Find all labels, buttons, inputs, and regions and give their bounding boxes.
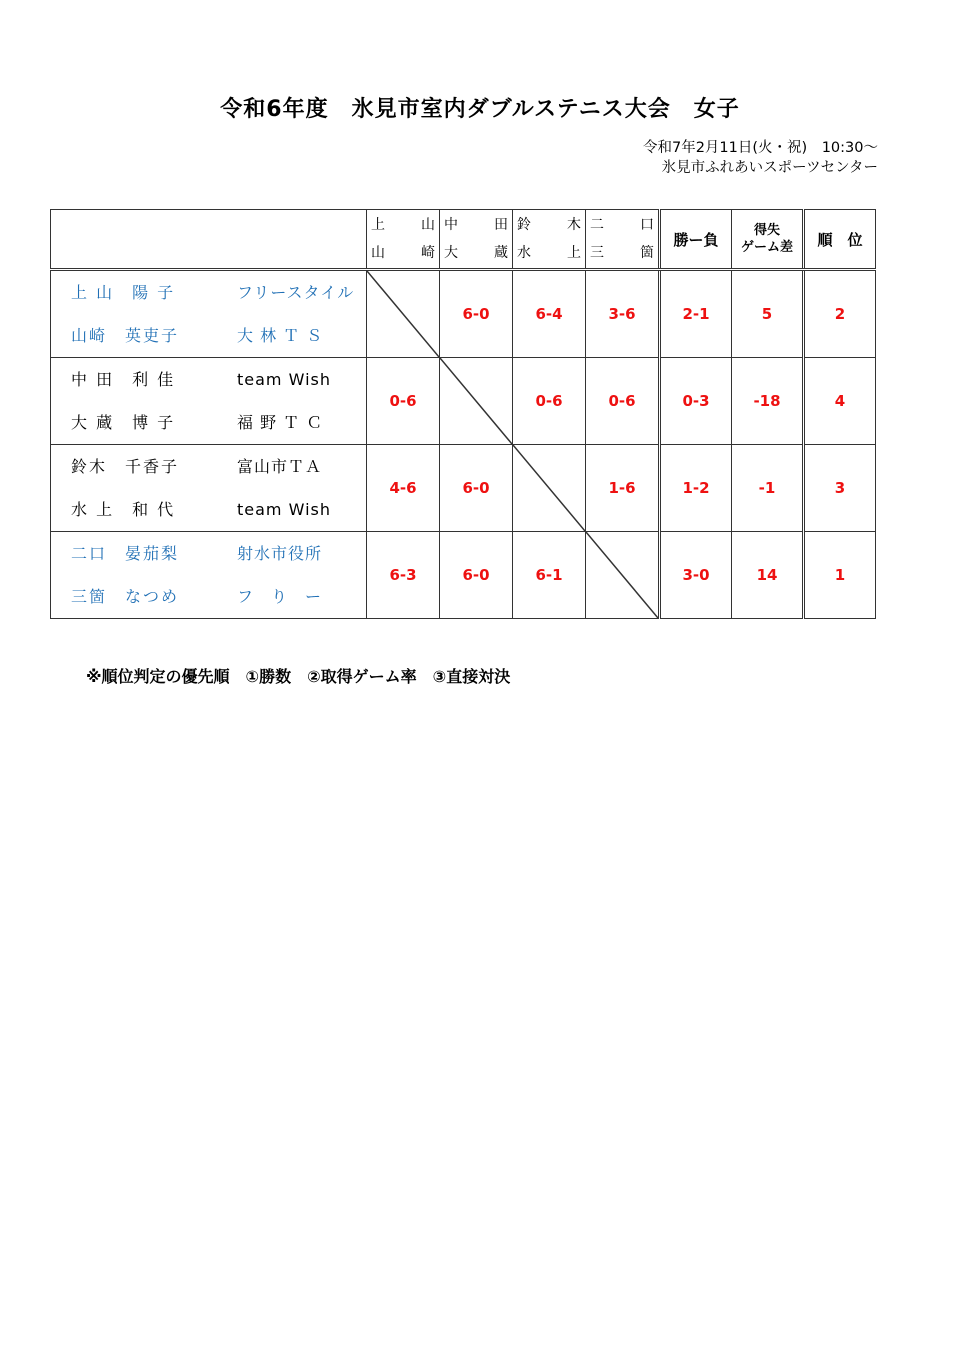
rank-value: 3 [804, 445, 876, 532]
player-name: 山崎 英吏子 [71, 326, 180, 345]
header-text: 木 [567, 217, 581, 233]
header-text: 山 [371, 245, 385, 261]
player-name: 三箇 なつめ [71, 587, 180, 606]
diagonal-line [586, 532, 658, 618]
header-opponent-2 [440, 210, 513, 270]
club-name: team Wish [237, 370, 331, 389]
club-name: 福 野 Ｔ Ｃ [237, 413, 324, 432]
header-row [51, 210, 876, 270]
win-loss-value: 1-2 [660, 445, 732, 532]
header-text: 鈴 [517, 217, 531, 233]
team-cell [51, 270, 367, 358]
match-score: 0-6 [367, 358, 440, 445]
match-score: 6-3 [367, 532, 440, 619]
player-name: 上 山 陽 子 [71, 283, 176, 302]
win-loss-value: 2-1 [660, 270, 732, 358]
game-diff-value: 5 [732, 270, 804, 358]
club-name: 射水市役所 [237, 544, 323, 563]
diagonal-line [367, 271, 439, 357]
player-name: 中 田 利 佳 [71, 370, 176, 389]
player-name: 大 蔵 博 子 [71, 413, 176, 432]
match-score: 6-0 [440, 445, 513, 532]
header-opponent-3 [513, 210, 586, 270]
team-row [51, 358, 876, 445]
club-name: フ り ー [237, 587, 323, 606]
team-row [51, 270, 876, 358]
team-row [51, 445, 876, 532]
win-loss-value: 3-0 [660, 532, 732, 619]
header-text: 上 [371, 217, 385, 233]
header-text: 山 [421, 217, 435, 233]
round-robin-table [50, 209, 876, 619]
header-game-diff-bottom: ゲーム差 [740, 240, 793, 255]
header-game-diff [732, 210, 804, 270]
diagonal-line [440, 358, 512, 444]
match-score: 0-6 [586, 358, 660, 445]
player-name: 鈴木 千香子 [71, 457, 180, 476]
header-text: 二 [590, 217, 604, 233]
club-name: 大 林 Ｔ Ｓ [237, 326, 324, 345]
team-cell [51, 532, 367, 619]
header-opponent-1 [367, 210, 440, 270]
player-name: 二口 晏茄梨 [71, 544, 180, 563]
match-score: 4-6 [367, 445, 440, 532]
header-text: 三 [590, 245, 604, 261]
header-game-diff-top: 得失 [753, 223, 780, 238]
ranking-note: ※順位判定の優先順 ①勝数 ②取得ゲーム率 ③直接対決 [86, 667, 511, 686]
header-text: 大 [444, 245, 458, 261]
event-meta [643, 138, 878, 178]
match-score: 6-1 [513, 532, 586, 619]
header-text: 上 [567, 245, 581, 261]
self-match-cell [513, 445, 586, 532]
game-diff-value: -18 [732, 358, 804, 445]
header-text: 崎 [421, 245, 435, 261]
header-rank: 順 位 [804, 210, 876, 270]
rank-value: 1 [804, 532, 876, 619]
rank-value: 2 [804, 270, 876, 358]
header-text: 箇 [640, 245, 654, 261]
team-row [51, 532, 876, 619]
match-score: 1-6 [586, 445, 660, 532]
diagonal-line [513, 445, 585, 531]
team-cell [51, 358, 367, 445]
self-match-cell [586, 532, 660, 619]
game-diff-value: 14 [732, 532, 804, 619]
event-venue: 氷見市ふれあいスポーツセンター [661, 160, 878, 176]
match-score: 3-6 [586, 270, 660, 358]
header-win-loss: 勝ー負 [660, 210, 732, 270]
header-text: 田 [494, 217, 508, 233]
rank-value: 4 [804, 358, 876, 445]
club-name: フリースタイル [237, 283, 355, 302]
header-opponent-4 [586, 210, 660, 270]
game-diff-value: -1 [732, 445, 804, 532]
header-text: 蔵 [494, 245, 508, 261]
match-score: 0-6 [513, 358, 586, 445]
self-match-cell [440, 358, 513, 445]
player-name: 水 上 和 代 [71, 500, 176, 519]
club-name: 富山市ＴＡ [237, 457, 323, 476]
team-cell [51, 445, 367, 532]
match-score: 6-4 [513, 270, 586, 358]
win-loss-value: 0-3 [660, 358, 732, 445]
match-score: 6-0 [440, 532, 513, 619]
header-blank-cell [51, 210, 367, 270]
header-text: 中 [444, 217, 458, 233]
club-name: team Wish [237, 500, 331, 519]
header-text: 口 [640, 217, 654, 233]
page-title: 令和6年度 氷見市室内ダブルステニス大会 女子 [220, 97, 740, 122]
self-match-cell [367, 270, 440, 358]
match-score: 6-0 [440, 270, 513, 358]
event-date: 令和7年2月11日(火・祝) 10:30～ [642, 140, 878, 156]
header-text: 水 [517, 245, 531, 261]
